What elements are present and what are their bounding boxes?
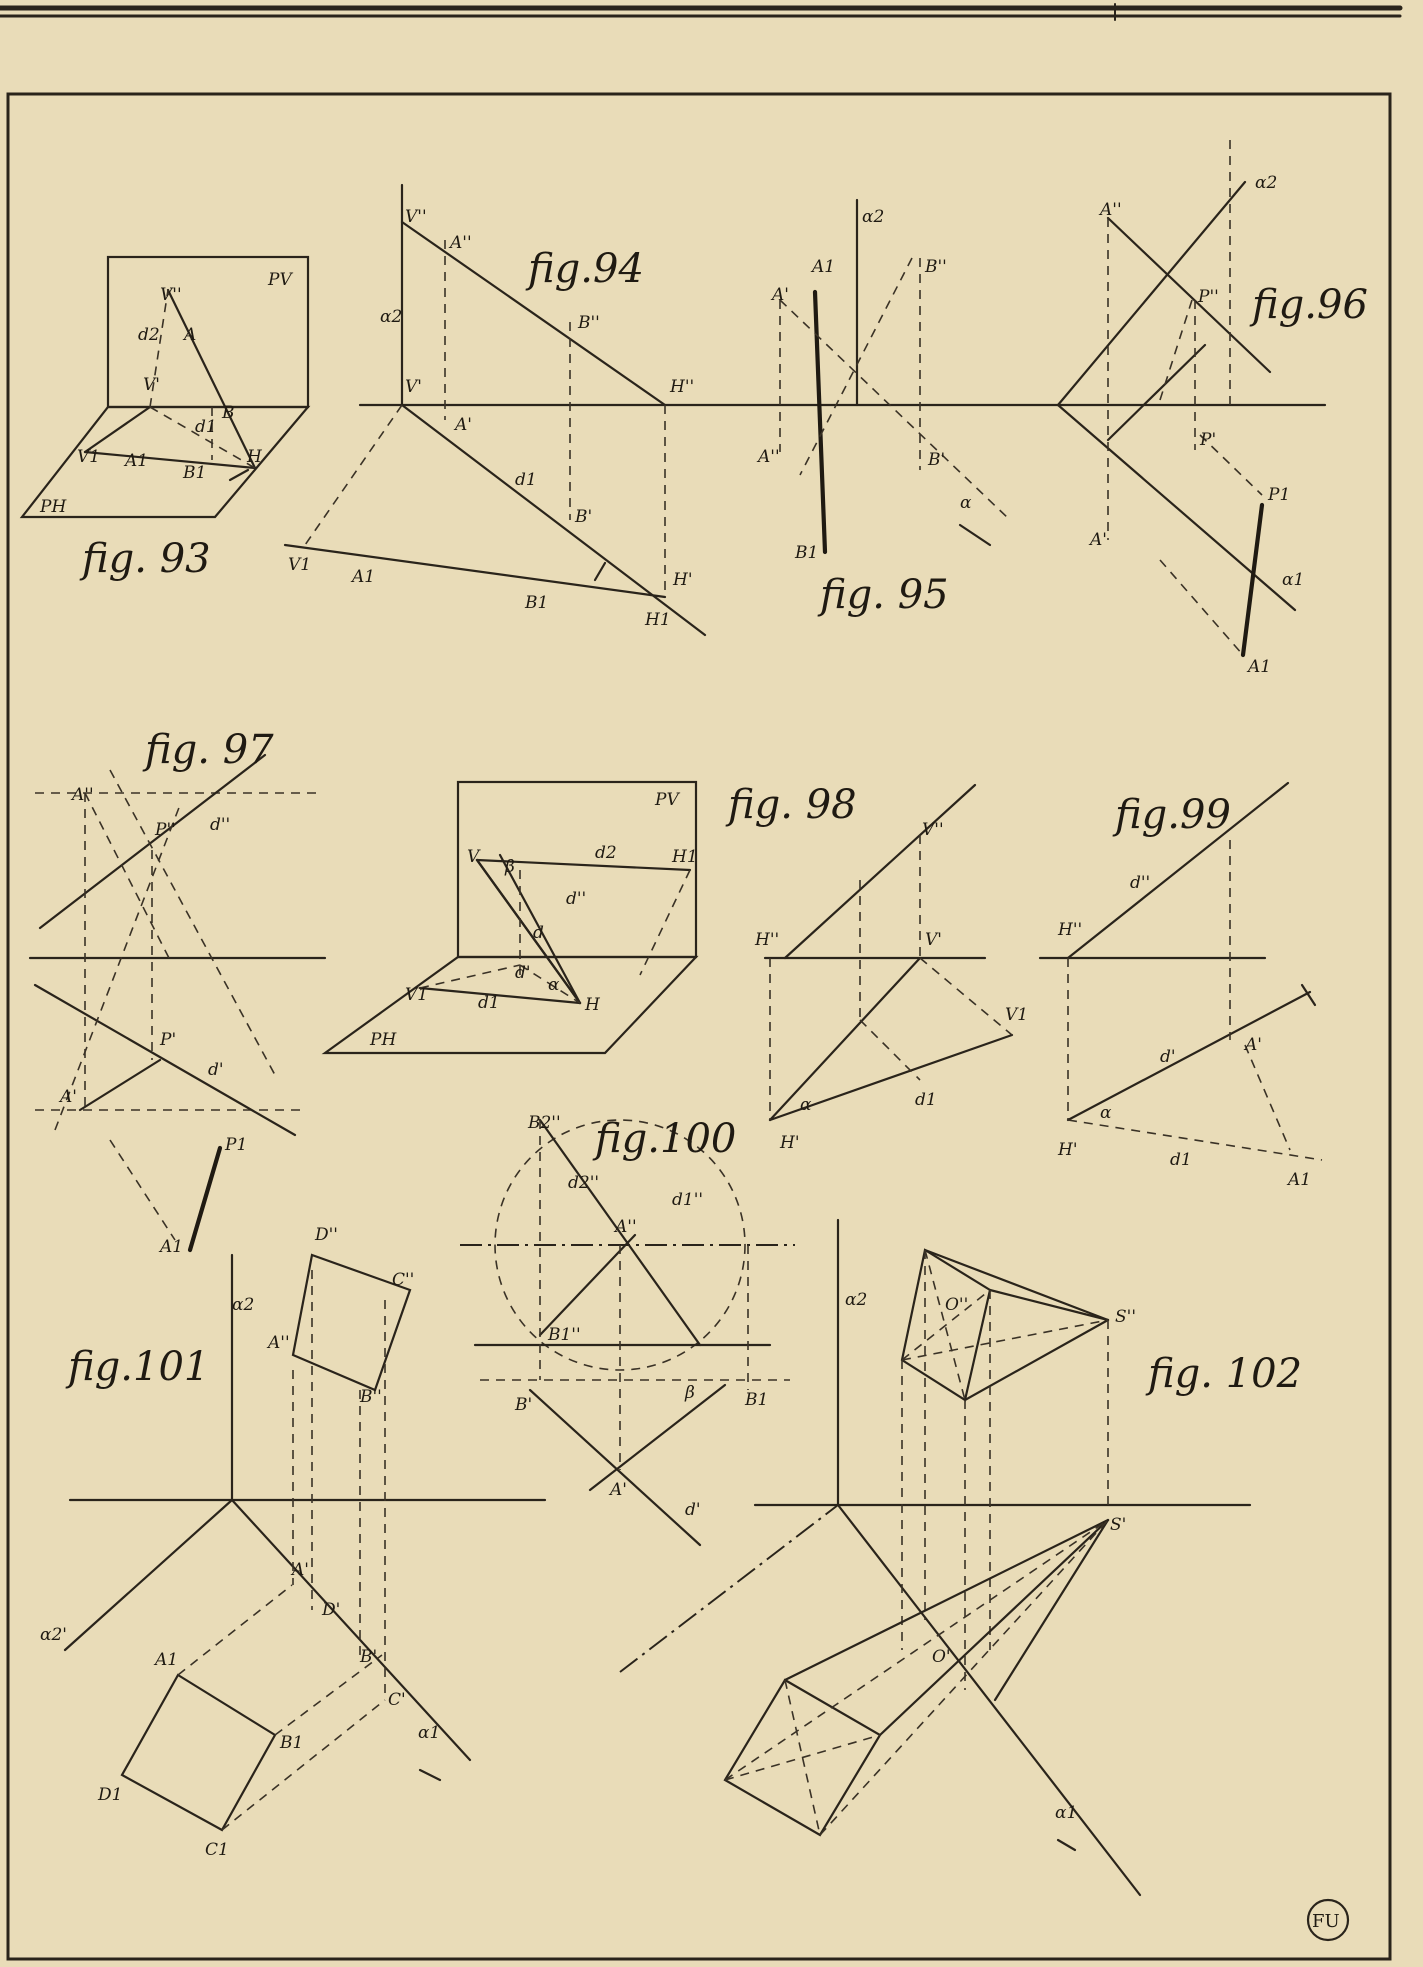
label: α1 [1055,1803,1078,1823]
label: H'' [1058,920,1083,940]
label: A'' [1100,200,1122,220]
label: D1 [98,1785,123,1805]
label: PV [655,790,679,810]
label: B'' [925,257,947,277]
label: P1 [225,1135,248,1155]
label: α [548,975,560,995]
label: PV [268,270,292,290]
label: V'' [922,820,944,840]
figure-100 [460,1113,795,1545]
label: H [585,995,600,1015]
label: d1 [915,1090,937,1110]
label: V'' [405,207,427,227]
label: V1 [288,555,312,575]
label: A1 [155,1650,179,1670]
label: PH [370,1030,397,1050]
label: V'' [160,285,182,305]
label: A' [292,1560,309,1580]
label: α [1100,1103,1112,1123]
label: d2 [138,325,160,345]
label: d'' [210,815,231,835]
label: α [960,493,972,513]
label: P1 [1268,485,1291,505]
label: A'' [758,447,780,467]
label: H'' [755,930,780,950]
label: V' [405,377,422,397]
label: A [184,325,197,345]
figure-title: fig. 98 [728,782,857,828]
label: H1 [645,610,671,630]
label: α2 [1255,173,1278,193]
label: S' [1110,1515,1127,1535]
label: α2 [845,1290,868,1310]
label: D' [322,1600,341,1620]
figure-title: fig.100 [595,1116,737,1162]
figure-title: fig.101 [68,1344,210,1390]
monogram [1308,1900,1348,1940]
label: P' [160,1030,177,1050]
label: d2 [595,843,617,863]
label: d' [1160,1047,1176,1067]
label: V [467,847,480,867]
label: A'' [615,1217,637,1237]
label: A' [1245,1035,1262,1055]
label: B' [928,450,946,470]
label: P' [1200,430,1217,450]
label: A1 [160,1237,184,1257]
label: A' [772,285,789,305]
label: d1 [1170,1150,1192,1170]
label: O' [932,1647,951,1667]
label: V1 [1005,1005,1029,1025]
label: B1 [183,463,207,483]
label: α2 [380,307,403,327]
label: B' [515,1395,533,1415]
label: C' [388,1690,406,1710]
label: B'' [360,1387,382,1407]
label: B [222,403,235,423]
label: V' [143,375,160,395]
label: B1 [525,593,549,613]
label: α1 [1282,570,1305,590]
label: A'' [268,1333,290,1353]
label: β [505,857,515,877]
figure-95 [756,200,1010,618]
label: H1 [672,847,698,867]
label: C1 [205,1840,229,1860]
label: d' [515,963,531,983]
label: α [800,1095,812,1115]
figure-title: fig.99 [1115,792,1231,838]
label: P'' [1198,287,1219,307]
figure-101 [40,1225,545,1860]
label: V' [925,930,942,950]
label: α2 [232,1295,255,1315]
label: A' [60,1087,77,1107]
figure-title: fig. 93 [82,536,211,582]
figure-94 [285,185,1325,635]
monogram-text: FU [1312,1911,1340,1932]
label: A1 [1288,1170,1312,1190]
label: B' [575,507,593,527]
label: d' [208,1060,224,1080]
label: A1 [812,257,836,277]
label: A'' [450,233,472,253]
label: P'' [155,820,176,840]
label: B2'' [528,1113,561,1133]
label: B1 [280,1733,304,1753]
label: d1 [195,417,217,437]
label: β [685,1383,695,1403]
label: B'' [578,313,600,333]
label: H' [780,1133,800,1153]
figure-102 [620,1220,1302,1895]
label: O'' [945,1295,969,1315]
label: V1 [77,447,101,467]
label: d [533,923,544,943]
label: H'' [670,377,695,397]
figure-96 [1058,140,1368,677]
label: α2' [40,1625,67,1645]
label: d1'' [672,1190,704,1210]
label: B1 [745,1390,769,1410]
label: D'' [315,1225,338,1245]
label: d'' [1130,873,1151,893]
label: d' [685,1500,701,1520]
label: A' [1090,530,1107,550]
figure-99 [1040,783,1322,1190]
label: d'' [566,889,587,909]
label: B' [360,1647,378,1667]
label: α2 [862,207,885,227]
label: A1 [1248,657,1272,677]
label: H' [673,570,693,590]
figure-98 [325,782,1028,1153]
figure-title: fig.96 [1252,282,1368,328]
label: A' [455,415,472,435]
label: A' [610,1480,627,1500]
label: H [247,447,262,467]
label: H' [1058,1140,1078,1160]
label: A1 [352,567,376,587]
label: d1 [515,470,537,490]
figure-93 [22,257,308,582]
figure-title: fig. 97 [145,727,274,773]
label: d1 [478,993,500,1013]
label: d2'' [568,1173,600,1193]
label: B1'' [548,1325,581,1345]
label: A1 [125,451,149,471]
label: V1 [405,985,429,1005]
label: α1 [418,1723,441,1743]
label: B1 [795,543,819,563]
figure-title: fig. 102 [1148,1351,1303,1397]
label: C'' [392,1270,415,1290]
figure-title: fig. 95 [820,572,949,618]
label: S'' [1115,1307,1136,1327]
figure-title: fig.94 [528,246,644,292]
figure-97 [30,727,325,1257]
label: A'' [72,785,94,805]
label: PH [40,497,67,517]
